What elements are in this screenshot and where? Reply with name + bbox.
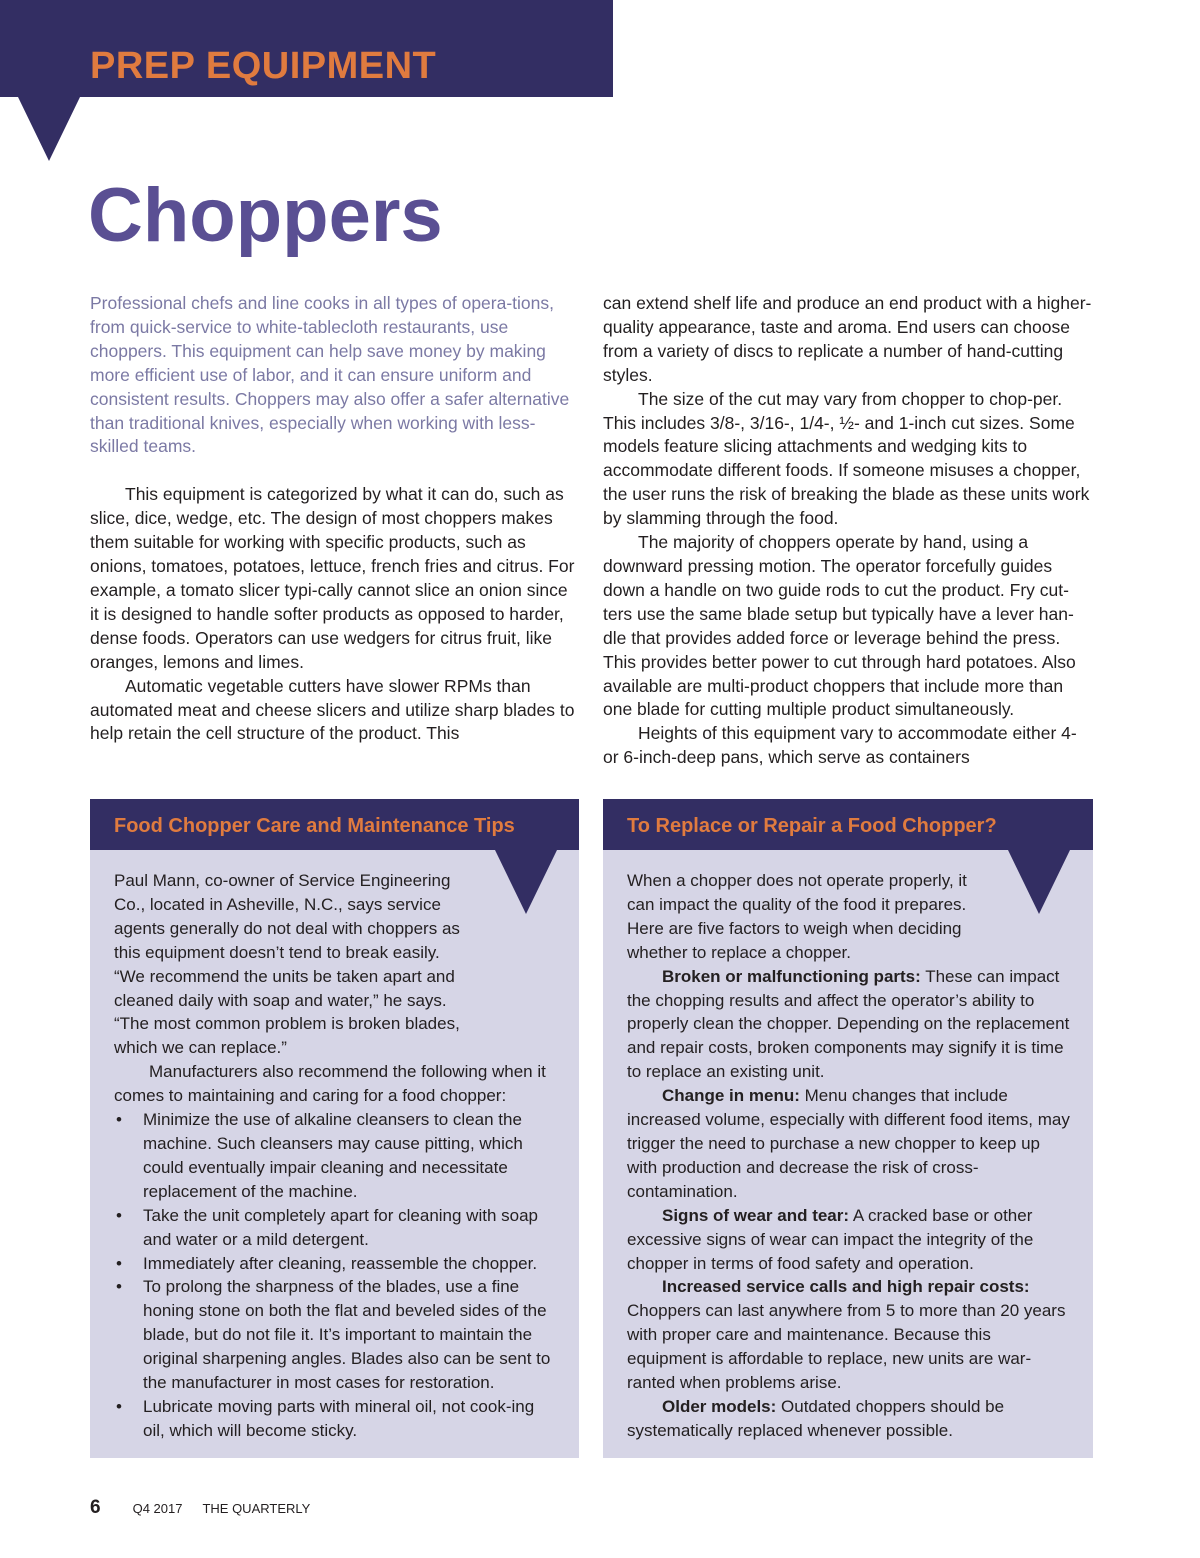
body-paragraph: This equipment is categorized by what it can do, such as slice, dice, wedge, etc. The design of most choppers makes them suitable for working with specific products, such as onions, tomatoes, potatoes, lettuce, french fries and citrus. For example, a tomato slicer typi-cally cannot slice an onion since it is designed to handle softer products as opposed to harder, dense foods. Operators can use wedgers for citrus fruit, like oranges, lemons and limes. bbox=[90, 484, 575, 672]
factor-label: Increased service calls and high repair costs: bbox=[662, 1277, 1030, 1297]
factor-label: Signs of wear and tear: bbox=[662, 1205, 850, 1225]
section-title: PREP EQUIPMENT bbox=[90, 45, 437, 87]
replace-repair-sidebar bbox=[603, 799, 1093, 1458]
bullet-icon: • bbox=[116, 1396, 122, 1416]
sidebar-header bbox=[90, 799, 579, 850]
factor-label: Older models: bbox=[662, 1396, 777, 1416]
factor-paragraph: Increased service calls and high repair costs: Choppers can last anywhere from 5 to more than 20 years with proper care and maintenance. Because this equipment is affordable to replace, new units are war-ranted when problems arise. bbox=[627, 1277, 1066, 1393]
sidebar-paragraph: When a chopper does not operate properly, it can impact the quality of the food it prepares. Here are five factors to weigh when deciding whether to replace a chopper. bbox=[627, 871, 967, 962]
list-item: • Lubricate moving parts with mineral oil, not cook-ing oil, which will become sticky. bbox=[116, 1396, 535, 1440]
body-paragraph: The size of the cut may vary from chopper to chop-per. This includes 3/8-, 3/16-, 1/4-, ½- and 1-inch cut sizes. Some models feature slicing attachments and wedging kits to accommodate different foods. If someone misuses a chopper, the user runs the risk of breaking the blade as these units work by slamming through the food. bbox=[603, 388, 1090, 529]
bullet-icon: • bbox=[116, 1253, 122, 1273]
list-item: • Minimize the use of alkaline cleansers to clean the machine. Such cleansers may cause pitting, which could eventually impair cleaning and necessitate replacement of the machine. bbox=[116, 1110, 523, 1201]
right-column bbox=[603, 292, 1095, 770]
sidebar-paragraph: Paul Mann, co-owner of Service Engineering Co., located in Asheville, N.C., says service agents generally do not deal with choppers as this equipment doesn’t tend to break easily. “We recommend the units be taken apart and cleaned daily with soap and water,” he says. “The most common problem is broken blades, which we can replace.” bbox=[114, 871, 460, 1058]
factor-paragraph: Signs of wear and tear: A cracked base or other excessive signs of wear can impact the integrity of the chopper in terms of food safety and operation. bbox=[627, 1205, 1034, 1273]
page-headline: Choppers bbox=[88, 173, 443, 258]
body-paragraph: can extend shelf life and produce an end product with a higher-quality appearance, taste and aroma. End users can choose from a variety of discs to replicate a number of hand-cutting styles. bbox=[603, 293, 1092, 385]
sidebar-title: Food Chopper Care and Maintenance Tips bbox=[114, 815, 515, 837]
section-banner bbox=[0, 0, 613, 97]
sidebar-header bbox=[603, 799, 1093, 850]
factor-label: Change in menu: bbox=[662, 1086, 800, 1106]
page-number: 6 bbox=[90, 1497, 101, 1518]
body-paragraph: Automatic vegetable cutters have slower RPMs than automated meat and cheese slicers and utilize sharp blades to help retain the cell structure of the product. This bbox=[90, 675, 575, 744]
publication-name: THE QUARTERLY bbox=[202, 1501, 311, 1516]
factor-paragraph: Broken or malfunctioning parts: These can impact the chopping results and affect the operator’s ability to properly clean the chopper. Depending on the replacement and repair costs, broken components may signify it is time to replace an existing unit. bbox=[627, 966, 1070, 1082]
list-item: • To prolong the sharpness of the blades, use a fine honing stone on both the flat and beveled sides of the blade, but do not file it. It’s important to maintain the original sharpening angles. Blades also can be sent to the manufacturer in most cases for restoration. bbox=[116, 1277, 551, 1393]
care-tips-sidebar bbox=[90, 799, 579, 1458]
sidebar-title: To Replace or Repair a Food Chopper? bbox=[627, 815, 997, 837]
list-item: • Take the unit completely apart for cleaning with soap and water or a mild detergent. bbox=[116, 1205, 539, 1249]
intro-paragraph: Professional chefs and line cooks in all types of opera-tions, from quick-service to white-tablecloth restaurants, use choppers. This equipment can help save money by making more efficient use of labor, and it can ensure uniform and consistent results. Choppers may also offer a safer alternative than traditional knives, especially when working with less-skilled teams. bbox=[90, 293, 570, 457]
banner-triangle-decoration bbox=[18, 97, 80, 161]
bullet-icon: • bbox=[116, 1205, 122, 1225]
page-footer bbox=[90, 1497, 330, 1519]
issue-label: Q4 2017 bbox=[132, 1501, 183, 1516]
bullet-icon: • bbox=[116, 1277, 122, 1297]
body-paragraph: The majority of choppers operate by hand, using a downward pressing motion. The operator forcefully guides down a handle on two guide rods to cut the product. Fry cut-ters use the same blade setup but typically have a lever han-dle that provides added force or leverage behind the press. This provides better power to cut through hard potatoes. Also available are multi-product choppers that include more than one blade for cutting multiple product simultaneously. bbox=[603, 532, 1076, 720]
body-paragraph: Heights of this equipment vary to accommodate either 4- or 6-inch-deep pans, which serve as containers bbox=[603, 723, 1077, 768]
factor-paragraph: Older models: Outdated choppers should be systematically replaced whenever possible. bbox=[627, 1396, 1005, 1440]
left-column bbox=[90, 292, 580, 746]
sidebar-body bbox=[114, 869, 559, 1443]
sidebar-paragraph: Manufacturers also recommend the following when it comes to maintaining and caring for a food chopper: bbox=[114, 1062, 546, 1106]
factor-label: Broken or malfunctioning parts: bbox=[662, 966, 921, 986]
sidebar-body bbox=[627, 869, 1071, 1443]
factor-paragraph: Change in menu: Menu changes that include increased volume, especially with different food items, may trigger the need to purchase a new chopper to keep up with production and decrease the risk of cross-contamination. bbox=[627, 1086, 1070, 1201]
list-item: • Immediately after cleaning, reassemble the chopper. bbox=[114, 1252, 559, 1276]
bullet-icon: • bbox=[116, 1110, 122, 1130]
care-tips-list bbox=[114, 1108, 559, 1443]
